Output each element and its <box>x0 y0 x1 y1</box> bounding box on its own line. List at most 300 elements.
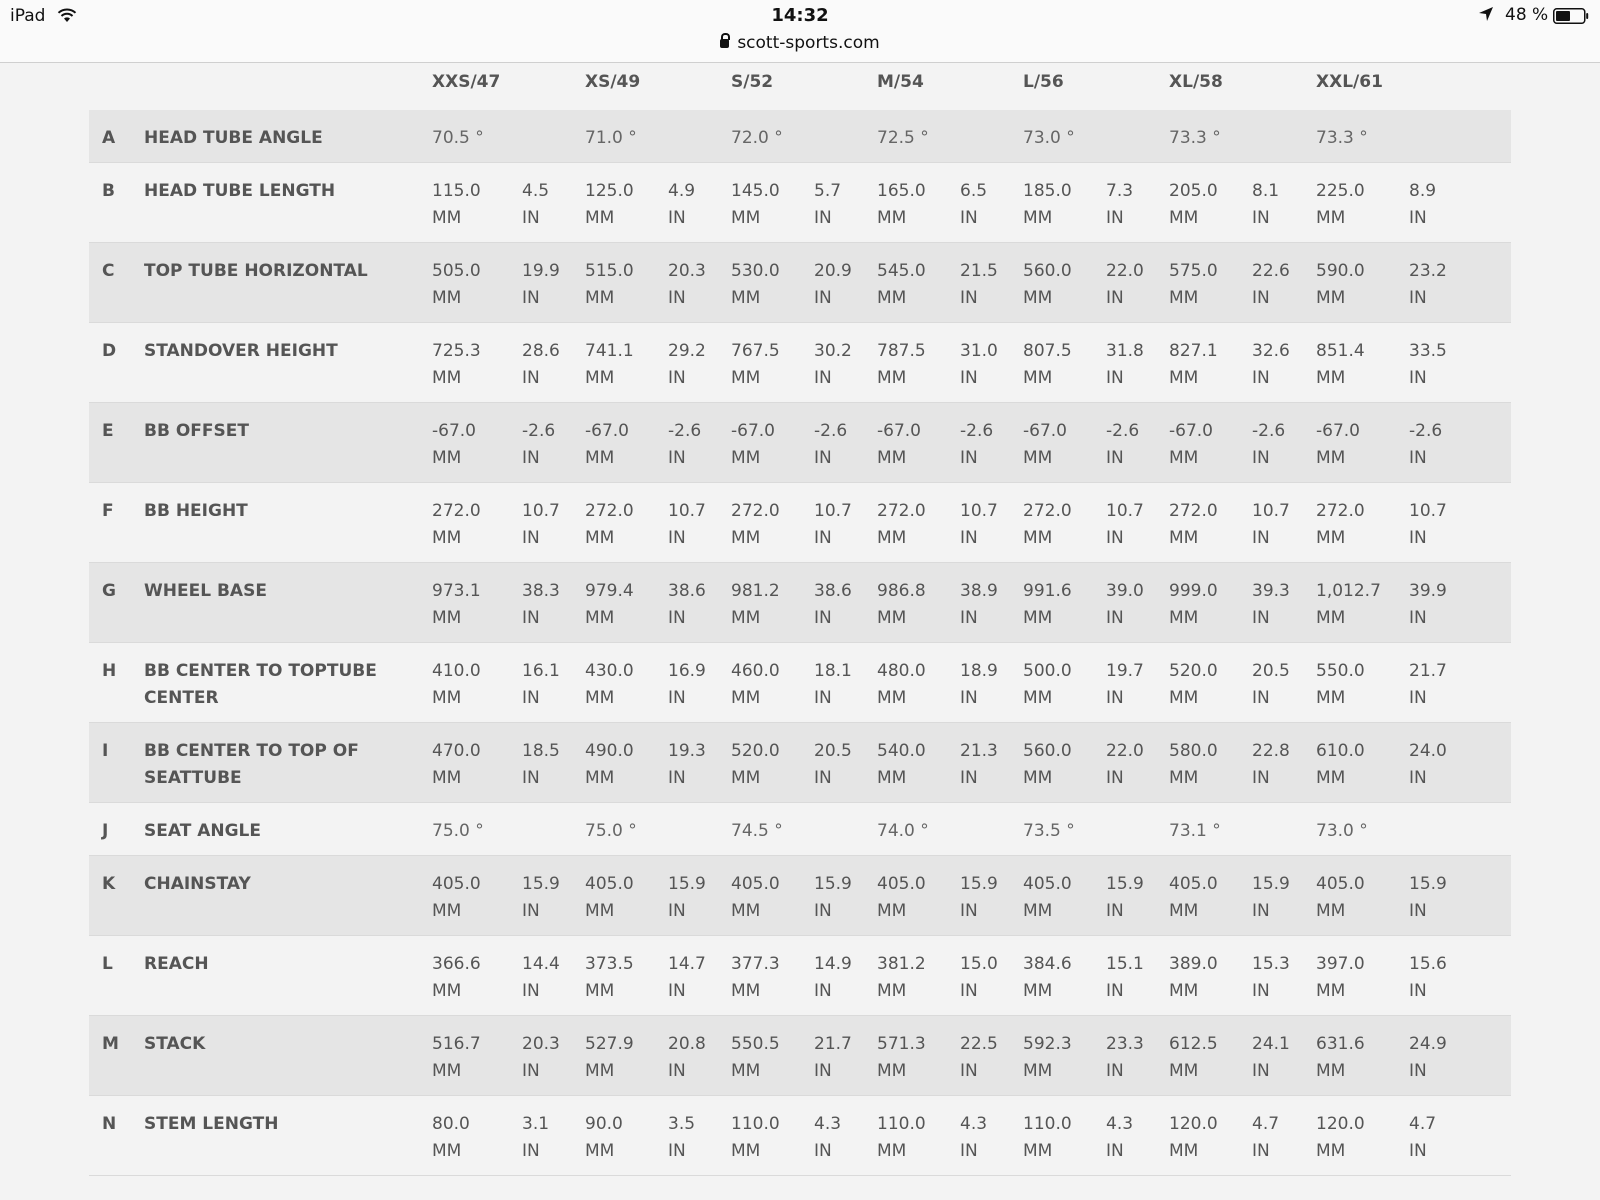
unit-in: IN <box>1252 608 1270 628</box>
table-row <box>89 563 1511 643</box>
in-cell <box>1252 871 1290 925</box>
mm-cell <box>1169 578 1218 632</box>
angle-value: 73.0 ° <box>1316 821 1368 841</box>
in-value: 15.9 <box>1409 874 1447 894</box>
in-value: 15.9 <box>960 874 998 894</box>
unit-mm: MM <box>585 981 615 1001</box>
in-value: 39.0 <box>1106 581 1144 601</box>
size-header: XL/58 <box>1169 72 1223 92</box>
in-value: 10.7 <box>1252 501 1290 521</box>
unit-mm: MM <box>731 981 761 1001</box>
unit-mm: MM <box>1169 981 1199 1001</box>
row-label: WHEEL BASE <box>144 581 267 601</box>
in-cell <box>522 1111 549 1165</box>
mm-cell <box>1316 951 1365 1005</box>
in-value: 39.9 <box>1409 581 1447 601</box>
in-value: 20.3 <box>522 1034 560 1054</box>
in-cell <box>522 498 560 552</box>
mm-cell <box>877 258 926 312</box>
mm-value: 516.7 <box>432 1034 481 1054</box>
unit-in: IN <box>1409 981 1427 1001</box>
unit-mm: MM <box>1316 288 1346 308</box>
mm-value: 389.0 <box>1169 954 1218 974</box>
in-value: 23.3 <box>1106 1034 1144 1054</box>
mm-value: 540.0 <box>877 741 926 761</box>
unit-in: IN <box>814 208 832 228</box>
size-header: XS/49 <box>585 72 641 92</box>
unit-mm: MM <box>1169 528 1199 548</box>
angle-value: 72.0 ° <box>731 128 783 148</box>
unit-in: IN <box>960 608 978 628</box>
mm-cell <box>585 418 629 472</box>
mm-value: 430.0 <box>585 661 634 681</box>
unit-mm: MM <box>877 688 907 708</box>
row-label: TOP TUBE HORIZONTAL <box>144 261 368 281</box>
unit-in: IN <box>1409 208 1427 228</box>
mm-value: 397.0 <box>1316 954 1365 974</box>
unit-mm: MM <box>877 1061 907 1081</box>
in-value: -2.6 <box>1106 421 1140 441</box>
mm-value: 631.6 <box>1316 1034 1365 1054</box>
in-value: 20.5 <box>1252 661 1290 681</box>
unit-in: IN <box>1409 901 1427 921</box>
in-cell <box>960 178 987 232</box>
in-value: 19.9 <box>522 261 560 281</box>
in-value: 31.8 <box>1106 341 1144 361</box>
unit-in: IN <box>522 901 540 921</box>
mm-value: 205.0 <box>1169 181 1218 201</box>
in-value: 15.9 <box>1106 874 1144 894</box>
mm-value: 520.0 <box>1169 661 1218 681</box>
in-cell <box>814 951 852 1005</box>
angle-value: 73.3 ° <box>1316 128 1368 148</box>
unit-in: IN <box>814 448 832 468</box>
unit-in: IN <box>1252 448 1270 468</box>
unit-mm: MM <box>1316 1141 1346 1161</box>
row-letter: N <box>102 1114 117 1134</box>
unit-in: IN <box>1252 981 1270 1001</box>
unit-mm: MM <box>1169 208 1199 228</box>
in-value: 38.6 <box>814 581 852 601</box>
unit-in: IN <box>522 528 540 548</box>
address-bar[interactable] <box>0 33 1600 53</box>
size-header: XXS/47 <box>432 72 501 92</box>
mm-value: 405.0 <box>585 874 634 894</box>
angle-value: 75.0 ° <box>585 821 637 841</box>
mm-value: 575.0 <box>1169 261 1218 281</box>
unit-in: IN <box>814 288 832 308</box>
in-value: 20.3 <box>668 261 706 281</box>
mm-cell <box>731 178 780 232</box>
mm-cell <box>1169 1111 1218 1165</box>
unit-in: IN <box>1252 1141 1270 1161</box>
mm-value: 145.0 <box>731 181 780 201</box>
table-row <box>89 163 1511 243</box>
mm-value: -67.0 <box>432 421 476 441</box>
in-cell <box>668 258 706 312</box>
in-cell <box>1106 1031 1144 1085</box>
in-value: 8.9 <box>1409 181 1437 201</box>
table-row <box>89 1016 1511 1096</box>
unit-mm: MM <box>432 688 462 708</box>
unit-mm: MM <box>585 368 615 388</box>
unit-in: IN <box>522 1141 540 1161</box>
in-cell <box>1409 1031 1447 1085</box>
mm-value: 515.0 <box>585 261 634 281</box>
row-letter: C <box>102 261 115 281</box>
in-value: 15.9 <box>522 874 560 894</box>
in-cell <box>814 418 847 472</box>
in-cell <box>1252 738 1290 792</box>
unit-in: IN <box>1252 368 1270 388</box>
unit-mm: MM <box>1023 688 1053 708</box>
row-letter: F <box>102 501 114 521</box>
unit-mm: MM <box>585 448 615 468</box>
unit-in: IN <box>1252 901 1270 921</box>
table-row <box>89 643 1511 723</box>
mm-cell <box>1316 258 1365 312</box>
mm-cell <box>731 1031 780 1085</box>
unit-mm: MM <box>731 608 761 628</box>
mm-cell <box>432 578 481 632</box>
in-cell <box>960 258 998 312</box>
in-value: 30.2 <box>814 341 852 361</box>
unit-mm: MM <box>1316 768 1346 788</box>
unit-in: IN <box>668 208 686 228</box>
mm-cell <box>585 658 634 712</box>
unit-mm: MM <box>731 208 761 228</box>
battery-icon <box>1553 8 1589 24</box>
unit-in: IN <box>522 608 540 628</box>
mm-cell <box>585 178 634 232</box>
mm-value: -67.0 <box>1169 421 1213 441</box>
in-value: 16.1 <box>522 661 560 681</box>
mm-cell <box>1316 578 1381 632</box>
mm-cell <box>877 1111 926 1165</box>
mm-value: 80.0 <box>432 1114 470 1134</box>
status-bar <box>0 0 1600 63</box>
mm-cell <box>1023 871 1072 925</box>
mm-value: 272.0 <box>432 501 481 521</box>
in-value: 39.3 <box>1252 581 1290 601</box>
in-cell <box>522 951 560 1005</box>
mm-value: 505.0 <box>432 261 481 281</box>
unit-in: IN <box>1106 901 1124 921</box>
angle-value: 73.5 ° <box>1023 821 1075 841</box>
in-value: 28.6 <box>522 341 560 361</box>
unit-in: IN <box>668 768 686 788</box>
in-value: 20.5 <box>814 741 852 761</box>
mm-value: 767.5 <box>731 341 780 361</box>
row-letter: E <box>102 421 114 441</box>
unit-in: IN <box>814 528 832 548</box>
mm-cell <box>1316 178 1365 232</box>
unit-in: IN <box>814 768 832 788</box>
unit-in: IN <box>668 528 686 548</box>
in-cell <box>960 658 998 712</box>
in-value: 18.5 <box>522 741 560 761</box>
in-value: 19.7 <box>1106 661 1144 681</box>
unit-in: IN <box>1409 288 1427 308</box>
in-value: 31.0 <box>960 341 998 361</box>
mm-value: 90.0 <box>585 1114 623 1134</box>
unit-in: IN <box>1409 768 1427 788</box>
in-value: 21.5 <box>960 261 998 281</box>
mm-cell <box>731 498 780 552</box>
mm-value: 1,012.7 <box>1316 581 1381 601</box>
unit-in: IN <box>960 981 978 1001</box>
unit-mm: MM <box>1023 768 1053 788</box>
unit-mm: MM <box>1316 528 1346 548</box>
unit-mm: MM <box>432 768 462 788</box>
in-value: 4.9 <box>668 181 696 201</box>
unit-in: IN <box>1252 288 1270 308</box>
row-letter: D <box>102 341 117 361</box>
in-cell <box>814 578 852 632</box>
lock-icon <box>720 39 729 48</box>
mm-value: 610.0 <box>1316 741 1365 761</box>
unit-mm: MM <box>432 1061 462 1081</box>
in-cell <box>1409 178 1436 232</box>
unit-mm: MM <box>1316 608 1346 628</box>
mm-value: 405.0 <box>877 874 926 894</box>
in-value: 4.7 <box>1409 1114 1437 1134</box>
mm-cell <box>432 951 481 1005</box>
in-value: 4.3 <box>1106 1114 1134 1134</box>
in-cell <box>814 1031 852 1085</box>
mm-cell <box>585 498 634 552</box>
in-cell <box>1106 658 1144 712</box>
in-cell <box>522 178 549 232</box>
device-name: iPad <box>10 6 46 26</box>
in-cell <box>522 658 560 712</box>
mm-value: 381.2 <box>877 954 926 974</box>
in-value: -2.6 <box>814 421 848 441</box>
mm-cell <box>1316 871 1365 925</box>
in-value: 38.9 <box>960 581 998 601</box>
mm-cell <box>1023 738 1072 792</box>
mm-value: 560.0 <box>1023 261 1072 281</box>
in-value: 14.9 <box>814 954 852 974</box>
mm-value: -67.0 <box>585 421 629 441</box>
in-cell <box>1252 258 1290 312</box>
in-cell <box>1106 258 1144 312</box>
in-value: 20.9 <box>814 261 852 281</box>
in-cell <box>522 258 560 312</box>
unit-in: IN <box>1409 448 1427 468</box>
unit-in: IN <box>814 1141 832 1161</box>
in-value: -2.6 <box>1409 421 1443 441</box>
size-header: S/52 <box>731 72 774 92</box>
unit-mm: MM <box>731 1141 761 1161</box>
unit-mm: MM <box>1023 208 1053 228</box>
in-value: 15.3 <box>1252 954 1290 974</box>
mm-cell <box>432 1111 470 1165</box>
unit-mm: MM <box>1316 981 1346 1001</box>
in-cell <box>1409 951 1447 1005</box>
angle-value: 70.5 ° <box>432 128 484 148</box>
in-cell <box>668 578 706 632</box>
unit-mm: MM <box>1023 368 1053 388</box>
unit-mm: MM <box>585 768 615 788</box>
mm-cell <box>1169 951 1218 1005</box>
unit-mm: MM <box>731 1061 761 1081</box>
in-cell <box>960 871 998 925</box>
unit-in: IN <box>960 901 978 921</box>
mm-value: 979.4 <box>585 581 634 601</box>
mm-cell <box>1023 658 1072 712</box>
row-letter: G <box>102 581 116 601</box>
unit-in: IN <box>960 1061 978 1081</box>
unit-mm: MM <box>585 528 615 548</box>
mm-cell <box>1316 418 1360 472</box>
unit-mm: MM <box>1169 688 1199 708</box>
mm-value: 410.0 <box>432 661 481 681</box>
unit-in: IN <box>1409 368 1427 388</box>
in-value: 22.0 <box>1106 261 1144 281</box>
table-row <box>89 323 1511 403</box>
in-cell <box>960 1031 998 1085</box>
unit-mm: MM <box>1316 448 1346 468</box>
in-cell <box>1106 871 1144 925</box>
mm-value: 592.3 <box>1023 1034 1072 1054</box>
mm-value: 405.0 <box>1023 874 1072 894</box>
unit-in: IN <box>668 1141 686 1161</box>
mm-cell <box>432 498 481 552</box>
row-label: STACK <box>144 1034 206 1054</box>
in-cell <box>1252 418 1285 472</box>
unit-mm: MM <box>432 448 462 468</box>
unit-in: IN <box>1106 1061 1124 1081</box>
mm-value: 500.0 <box>1023 661 1072 681</box>
in-value: 10.7 <box>668 501 706 521</box>
mm-cell <box>1169 1031 1218 1085</box>
unit-mm: MM <box>877 288 907 308</box>
mm-value: 272.0 <box>1169 501 1218 521</box>
mm-cell <box>877 1031 926 1085</box>
mm-value: 405.0 <box>432 874 481 894</box>
mm-value: 120.0 <box>1316 1114 1365 1134</box>
in-value: 22.8 <box>1252 741 1290 761</box>
in-value: 4.3 <box>814 1114 842 1134</box>
unit-mm: MM <box>432 288 462 308</box>
unit-mm: MM <box>877 981 907 1001</box>
in-value: 18.9 <box>960 661 998 681</box>
mm-cell <box>1023 418 1067 472</box>
unit-mm: MM <box>1316 901 1346 921</box>
unit-mm: MM <box>1169 608 1199 628</box>
angle-value: 73.1 ° <box>1169 821 1221 841</box>
mm-value: 741.1 <box>585 341 634 361</box>
mm-cell <box>1169 871 1218 925</box>
in-cell <box>960 418 993 472</box>
table-row <box>89 856 1511 936</box>
row-letter: B <box>102 181 115 201</box>
size-header: XXL/61 <box>1316 72 1383 92</box>
mm-cell <box>432 338 481 392</box>
in-value: 24.0 <box>1409 741 1447 761</box>
mm-cell <box>1316 338 1365 392</box>
unit-mm: MM <box>1023 1141 1053 1161</box>
in-cell <box>1409 871 1447 925</box>
unit-in: IN <box>522 768 540 788</box>
in-cell <box>668 951 706 1005</box>
unit-mm: MM <box>731 528 761 548</box>
in-cell <box>668 498 706 552</box>
mm-cell <box>1023 1031 1072 1085</box>
in-cell <box>1409 738 1447 792</box>
unit-in: IN <box>814 608 832 628</box>
unit-in: IN <box>1106 528 1124 548</box>
row-label: CHAINSTAY <box>144 874 251 894</box>
unit-in: IN <box>522 288 540 308</box>
unit-mm: MM <box>1023 901 1053 921</box>
unit-mm: MM <box>877 1141 907 1161</box>
row-letter: M <box>102 1034 119 1054</box>
in-cell <box>1252 1031 1290 1085</box>
mm-cell <box>432 178 481 232</box>
mm-cell <box>877 498 926 552</box>
in-cell <box>960 1111 987 1165</box>
mm-cell <box>877 178 926 232</box>
clock: 14:32 <box>771 5 829 26</box>
in-value: 15.9 <box>668 874 706 894</box>
unit-in: IN <box>1106 1141 1124 1161</box>
mm-value: 991.6 <box>1023 581 1072 601</box>
in-cell <box>960 498 998 552</box>
mm-value: 981.2 <box>731 581 780 601</box>
in-value: 3.5 <box>668 1114 696 1134</box>
unit-in: IN <box>960 528 978 548</box>
mm-cell <box>432 258 481 312</box>
in-cell <box>1106 338 1144 392</box>
mm-cell <box>1023 178 1072 232</box>
mm-cell <box>877 578 926 632</box>
mm-cell <box>585 871 634 925</box>
unit-in: IN <box>814 688 832 708</box>
unit-mm: MM <box>1169 288 1199 308</box>
url-text: scott-sports.com <box>737 33 880 53</box>
unit-in: IN <box>522 208 540 228</box>
unit-in: IN <box>668 288 686 308</box>
in-value: 18.1 <box>814 661 852 681</box>
in-cell <box>1106 418 1139 472</box>
mm-cell <box>585 951 634 1005</box>
table-row <box>89 803 1511 856</box>
in-value: 5.7 <box>814 181 842 201</box>
mm-value: 225.0 <box>1316 181 1365 201</box>
mm-cell <box>877 871 926 925</box>
unit-mm: MM <box>731 901 761 921</box>
unit-mm: MM <box>877 768 907 788</box>
in-cell <box>1409 1111 1436 1165</box>
unit-in: IN <box>1106 448 1124 468</box>
unit-mm: MM <box>1316 208 1346 228</box>
unit-mm: MM <box>1316 688 1346 708</box>
mm-cell <box>585 1111 623 1165</box>
in-cell <box>1252 658 1290 712</box>
in-cell <box>668 658 706 712</box>
unit-in: IN <box>814 981 832 1001</box>
in-cell <box>1252 338 1290 392</box>
in-value: 8.1 <box>1252 181 1280 201</box>
unit-in: IN <box>522 448 540 468</box>
unit-mm: MM <box>1169 368 1199 388</box>
in-cell <box>1106 498 1144 552</box>
mm-cell <box>1169 658 1218 712</box>
unit-in: IN <box>1106 368 1124 388</box>
unit-in: IN <box>668 368 686 388</box>
